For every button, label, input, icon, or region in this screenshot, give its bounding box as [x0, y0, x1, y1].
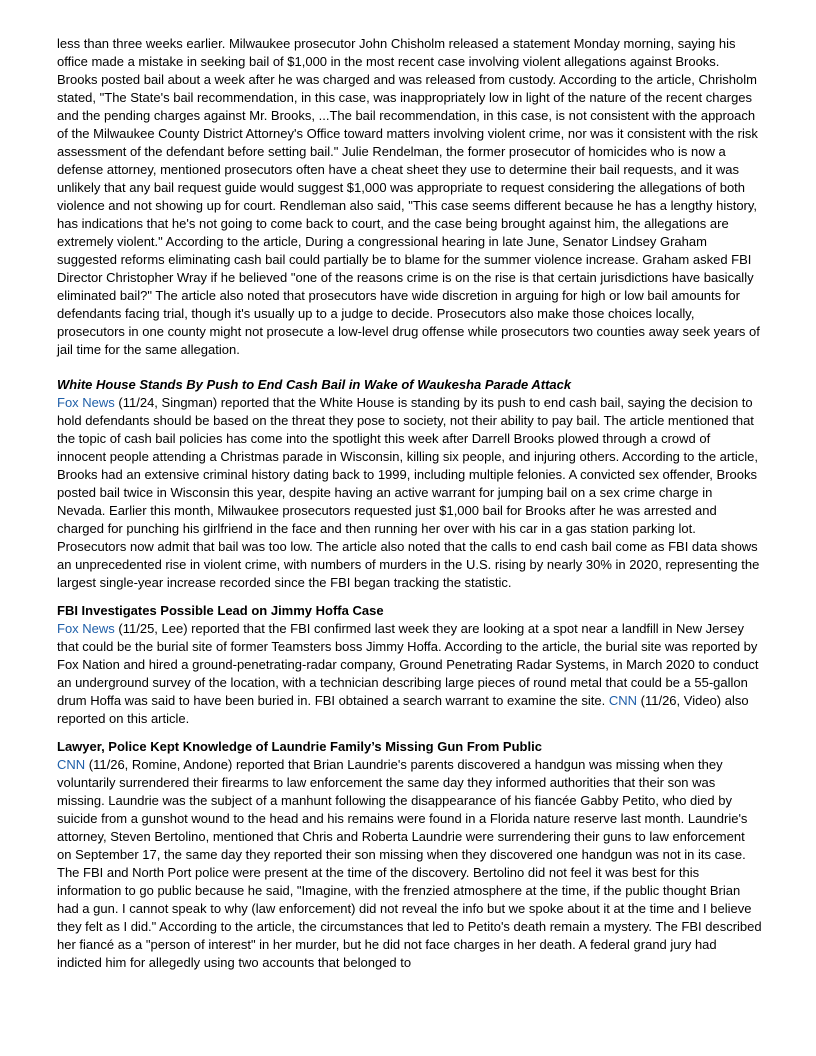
article-text: (11/26, Video) also reported on this article. — [57, 693, 749, 726]
article-body — [57, 394, 762, 592]
article-headline: Lawyer, Police Kept Knowledge of Laundrie Family’s Missing Gun From Public — [57, 739, 542, 754]
article-body — [57, 756, 762, 972]
article-headline: White House Stands By Push to End Cash Bail in Wake of Waukesha Parade Attack — [57, 377, 572, 392]
article-text: (11/25, Lee) reported that the FBI confirmed last week they are looking at a spot near a landfill in New Jersey that could be the burial site of former Teamsters boss Jimmy Hoffa. According to the article, the burial site was reported by Fox Nation and hired a ground-penetrating-radar company, Ground Penetrating Radar Systems, in March 2020 to conduct an underground survey of the location, with a technician describing large pieces of round metal that could be a 55-gallon drum Hoffa was said to have been buried in. FBI obtained a search warrant to examine the site. — [57, 621, 759, 708]
source-link-cnn[interactable]: CNN — [608, 693, 638, 708]
intro-paragraph: less than three weeks earlier. Milwaukee prosecutor John Chisholm released a statement Monday morning, saying his office made a mistake in seeking bail of $1,000 in the most recent case involving violent allegations against Brooks. Brooks posted bail about a week after he was charged and was released from custody. According to the article, Chrisholm stated, "The State's bail recommendation, in this case, was inappropriately low in light of the nature of the recent charges and the pending charges against Mr. Brooks, ...The bail recommendation, in this case, is not consistent with the approach of the Milwaukee County District Attorney's Office toward matters involving violent crime, nor was it consistent with the risk assessment of the defendant before setting bail." Julie Rendelman, the former prosecutor of homicides who is now a defense attorney, mentioned prosecutors often have a cheat sheet they use to determine their bail requests, and it was unlikely that any bail request guide would suggest $1,000 was appropriate to request considering the allegations of both violence and not showing up for court. Rendleman also said, "This case seems different because he has a lengthy history, has indications that he's not going to come back to court, and the case being brought against him, the allegations are extremely violent." According to the article, During a congressional hearing in late June, Senator Lindsey Graham suggested reforms eliminating cash bail could partially be to blame for the summer violence increase. Graham asked FBI Director Christopher Wray if he believed "one of the reasons crime is on the rise is that certain jurisdictions have basically eliminated bail?" The article also noted that prosecutors have wide discretion in arguing for high or low bail amounts for defendants facing trial, though it's usually up to a judge to decide. Prosecutors also make those choices locally, prosecutors in one county might not prosecute a low-level drug offense while prosecutors two counties away seek years of jail time for the same allegation. — [57, 36, 760, 357]
source-link-cnn[interactable]: CNN — [57, 757, 86, 772]
article-laundrie-gun — [57, 738, 762, 972]
article-body — [57, 620, 762, 728]
source-link-fox-news[interactable]: Fox News — [57, 621, 115, 636]
article-headline: FBI Investigates Possible Lead on Jimmy Hoffa Case — [57, 603, 384, 618]
article-text: (11/26, Romine, Andone) reported that Brian Laundrie's parents discovered a handgun was missing when they voluntarily surrendered their firearms to law enforcement the same day they informed authorities that their son was missing. Laundrie was the subject of a manhunt following the disappearance of his fiancée Gabby Petito, who died by suicide from a gunshot wound to the head and his remains were found in a Florida nature reserve last month. Laundrie's attorney, Steven Bertolino, mentioned that Chris and Roberta Laundrie were surrendering their guns to law enforcement on September 17, the same day they reported their son missing when they discovered one handgun was not in its case. The FBI and North Port police were present at the time of the discovery. Bertolino did not feel it was best for this information to go public because he said, "Imagine, with the frenzied atmosphere at the time, if the public thought Brian had a gun. I cannot speak to why (law enforcement) did not reveal the info but we spoke about it at the time and I believe they felt as I did." According to the article, the circumstances that led to Petito's death remain a mystery. The FBI described her fiancé as a "person of interest" in her murder, but he did not face charges in her death. A federal grand jury had indicted him for allegedly using two accounts that belonged to — [57, 757, 762, 970]
article-hoffa-case — [57, 602, 762, 728]
source-link-fox-news[interactable]: Fox News — [57, 395, 115, 410]
article-text: (11/24, Singman) reported that the White House is standing by its push to end cash bail, saying the decision to hold defendants should be based on the threat they pose to society, not their ability to pay bail. The article mentioned that the topic of cash bail policies has come into the spotlight this week after Darrell Brooks plowed through a crowd of innocent people attending a Christmas parade in Wisconsin, killing six people, and injuring others. According to the article, Brooks had an extensive criminal history dating back to 1999, including multiple felonies. A convicted sex offender, Brooks posted bail twice in Wisconsin this year, despite having an active warrant for jumping bail on a sex crime charge in Nevada. Earlier this month, Milwaukee prosecutors requested just $1,000 bail for Brooks after he was arrested and charged for punching his girlfriend in the face and then running her over with his car in a gas station parking lot. Prosecutors now admit that bail was too low. The article also noted that the calls to end cash bail come as FBI data shows an unprecedented rise in violent crime, with numbers of murders in the U.S. rising by nearly 30% in 2020, representing the largest single-year increase recorded since the FBI began tracking the statistic. — [57, 395, 760, 590]
document-page — [57, 35, 762, 982]
article-waukesha-bail — [57, 376, 762, 592]
